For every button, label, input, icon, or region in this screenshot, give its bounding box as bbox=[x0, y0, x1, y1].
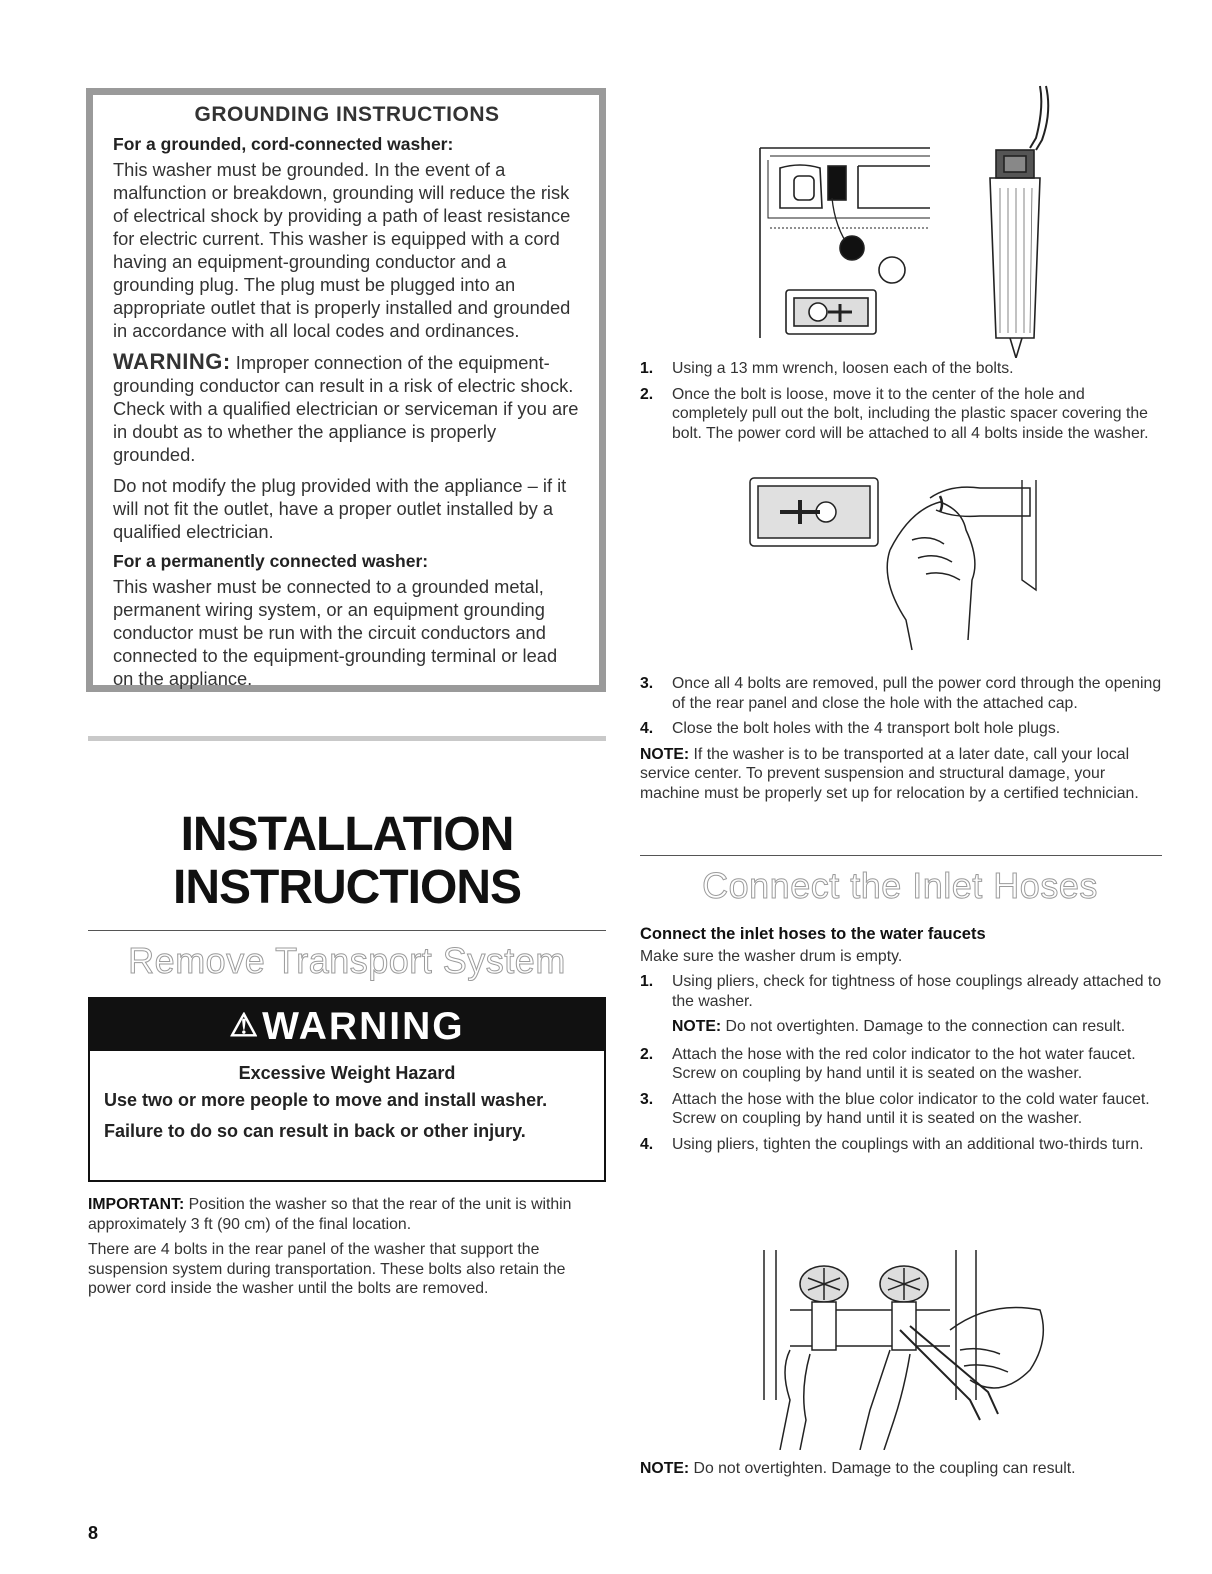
permanent-connected-heading: For a permanently connected washer: bbox=[113, 551, 429, 571]
weight-warning-box bbox=[88, 997, 606, 1182]
warning-banner bbox=[90, 999, 604, 1051]
list-item: 3. Once all 4 bolts are removed, pull the power cord through the opening of the rear panel and close the hole with the attached cap. bbox=[640, 675, 1162, 712]
transport-note: NOTE: If the washer is to be transported at a later date, call your local service center. To prevent suspension and structural damage, your machine must be properly set up for relocation by a certified technician. bbox=[640, 745, 1139, 802]
list-item: 4. Using pliers, tighten the couplings with an additional two-thirds turn. bbox=[640, 1135, 1144, 1153]
transport-steps-1-2 bbox=[640, 359, 1162, 449]
bolts-paragraph: There are 4 bolts in the rear panel of the washer that support the suspension system during transportation. These bolts also retain the power cord inside the washer until the bolts are removed. bbox=[88, 1241, 566, 1297]
list-item: 3. Attach the hose with the blue color indicator to the cold water faucet. Screw on coupling by hand until it is seated on the washer. bbox=[640, 1090, 1150, 1127]
page-number: 8 bbox=[88, 1523, 99, 1543]
grounding-warning-paragraph bbox=[113, 350, 581, 466]
list-item: 4. Close the bolt holes with the 4 transport bolt hole plugs. bbox=[640, 720, 1061, 737]
warning-banner-text: WARNING bbox=[262, 1005, 465, 1048]
important-text: Position the washer so that the rear of the unit is within approximately 3 ft (90 cm) of the final location. bbox=[88, 1196, 572, 1233]
grounding-warning-text: Improper connection of the equipment-grounding conductor can result in a risk of electric shock. Check with a qualified electrician or serviceman if you are in doubt as to whether the appliance is properly grounded. bbox=[113, 352, 579, 465]
divider bbox=[88, 736, 606, 741]
important-label: IMPORTANT: bbox=[88, 1196, 185, 1213]
grounding-instructions-box bbox=[86, 88, 606, 692]
warning-line-2: Failure to do so can result in back or other injury. bbox=[104, 1121, 526, 1141]
transport-steps-3-4 bbox=[640, 674, 1162, 809]
divider bbox=[88, 930, 606, 931]
connect-intro: Make sure the washer drum is empty. bbox=[640, 947, 903, 965]
installation-instructions-title bbox=[88, 808, 606, 914]
final-note: NOTE: Do not overtighten. Damage to the coupling can result. bbox=[640, 1460, 1076, 1477]
step1-note: NOTE: Do not overtighten. Damage to the connection can result. bbox=[672, 1018, 1126, 1035]
rear-panel-bolt-illustration bbox=[740, 78, 1070, 358]
list-item: 2. Attach the hose with the red color indicator to the hot water faucet. Screw on coupling by hand until it is seated on the washer. bbox=[640, 1045, 1136, 1082]
permanent-connected-text: This washer must be connected to a grounded metal, permanent wiring system, or an equipment grounding conductor must be run with the circuit conductors and connected to the equipment-grounding terminal or lead on the appliance. bbox=[113, 576, 558, 689]
important-paragraph bbox=[88, 1195, 608, 1234]
remove-transport-system-heading: Remove Transport System bbox=[128, 940, 566, 981]
list-item: 2. Once the bolt is loose, move it to the center of the hole and completely pull out the bolt, including the plastic spacer covering the bolt. The power cord will be attached to all 4 bolts inside the washer. bbox=[640, 385, 1149, 442]
divider bbox=[640, 855, 1162, 856]
warning-line-1: Use two or more people to move and install washer. bbox=[104, 1090, 548, 1110]
connect-inlet-hoses-heading: Connect the Inlet Hoses bbox=[702, 865, 1098, 906]
modify-plug-text: Do not modify the plug provided with the appliance – if it will not fit the outlet, have a proper outlet installed by a qualified electrician. bbox=[113, 475, 567, 542]
faucet-pliers-illustration bbox=[750, 1250, 1070, 1450]
list-item: 1. Using a 13 mm wrench, loosen each of the bolts. bbox=[640, 360, 1014, 377]
cord-connected-heading: For a grounded, cord-connected washer: bbox=[113, 134, 454, 154]
warning-triangle-icon: ⚠ bbox=[229, 1007, 261, 1043]
warning-word: WARNING: bbox=[113, 349, 231, 374]
hand-pulling-bolt-illustration bbox=[740, 470, 1070, 670]
transport-intro-text bbox=[88, 1195, 608, 1305]
hazard-title: Excessive Weight Hazard bbox=[238, 1063, 456, 1083]
title-line-1: INSTALLATION bbox=[180, 808, 514, 861]
cord-connected-text: This washer must be grounded. In the event of a malfunction or breakdown, grounding will reduce the risk of electrical shock by providing a path of least resistance for electric current. This washer is equipped with a cord having an equipment-grounding conductor and a grounding plug. The plug must be plugged into an appropriate outlet that is properly installed and grounded in accordance with all local codes and ordinances. bbox=[113, 159, 571, 341]
list-item: 1. Using pliers, check for tightness of hose couplings already attached to the washer. bbox=[640, 973, 1162, 1010]
grounding-title: GROUNDING INSTRUCTIONS bbox=[194, 103, 500, 126]
title-line-2: INSTRUCTIONS bbox=[173, 861, 521, 914]
connect-hoses-steps bbox=[640, 925, 1162, 1160]
connect-subheading: Connect the inlet hoses to the water faucets bbox=[640, 925, 986, 943]
